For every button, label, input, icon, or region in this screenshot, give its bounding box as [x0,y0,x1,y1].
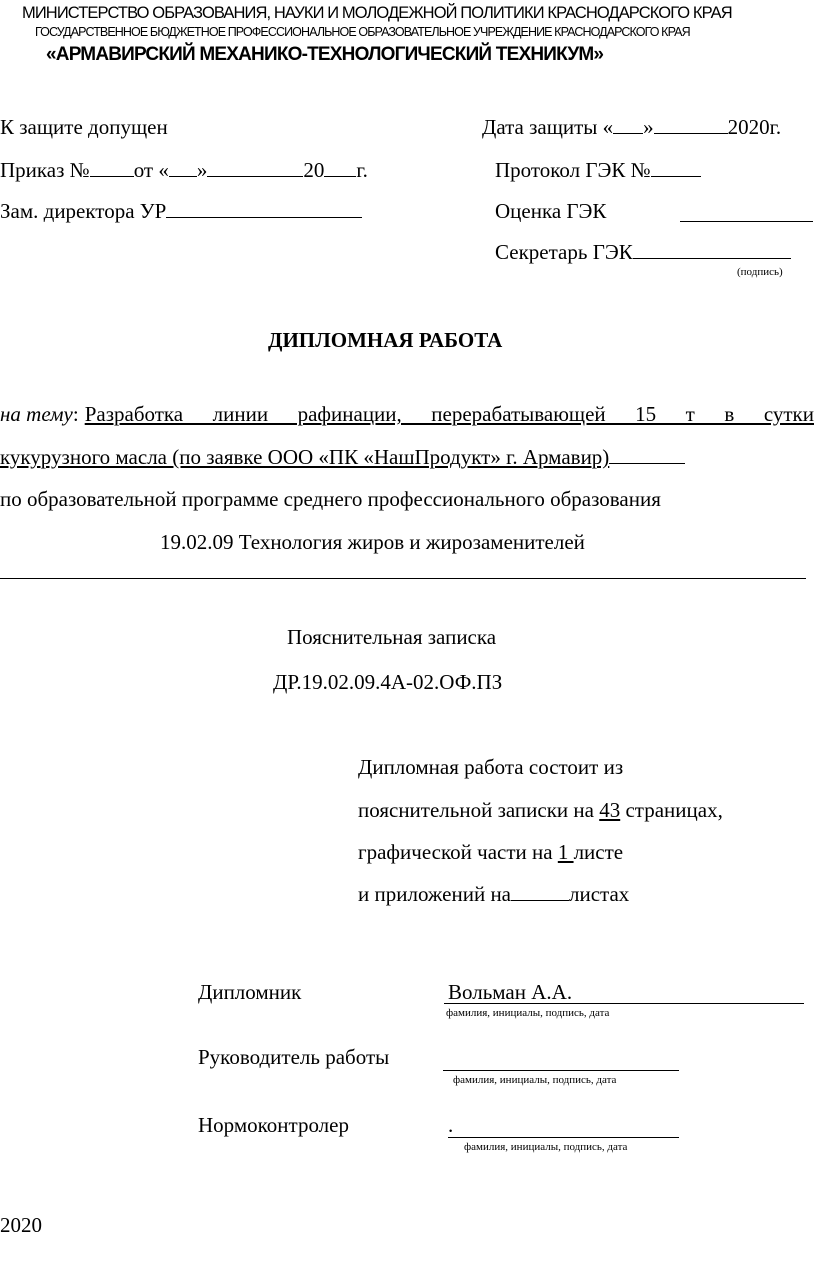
specialty-line: 19.02.09 Технология жиров и жирозаменителей [160,530,585,554]
composition-line-3-prefix: графической части на [358,840,558,864]
graduate-name: Вольман А.А. [448,980,573,1004]
normcontrol-label: Нормоконтролер [198,1113,349,1137]
defense-year: 2020г. [727,115,782,139]
graduate-label: Дипломник [198,980,302,1004]
normcontrol-mark: . [448,1113,454,1137]
defense-date-line [482,115,781,140]
ministry-header: МИНИСТЕРСТВО ОБРАЗОВАНИЯ, НАУКИ И МОЛОДЕЖНОЙ ПОЛИТИКИ КРАСНОДАРСКОГО КРАЯ [22,4,732,22]
sheets-count: 1 [557,840,574,864]
admitted-label: К защите допущен [0,115,168,139]
supervisor-label: Руководитель работы [198,1045,390,1069]
supervisor-underline [443,1070,679,1071]
grade-label: Оценка ГЭК [495,199,607,223]
pages-count: 43 [599,798,621,822]
program-line: по образовательной программе среднего профессионального образования [0,487,661,511]
signature-hint: (подпись) [737,266,783,278]
document-title: ДИПЛОМНАЯ РАБОТА [268,328,503,352]
document-year: 2020 [0,1213,42,1237]
secretary-line [495,240,791,265]
graduate-underline [444,1003,804,1004]
composition-line-2 [358,798,723,823]
defense-date-prefix: Дата защиты « [482,115,614,139]
composition-line-4 [358,882,629,907]
order-quote-close: » [196,158,208,182]
institution-type: ГОСУДАРСТВЕННОЕ БЮДЖЕТНОЕ ПРОФЕССИОНАЛЬНОЕ ОБРАЗОВАТЕЛЬНОЕ УЧРЕЖДЕНИЕ КРАСНОДАРСКОГО КРАЯ [35,25,690,39]
composition-line-3-suffix: листе [573,840,624,864]
topic-label: на тему [0,402,73,426]
topic-line-1 [0,402,814,427]
order-year-suffix: г. [356,158,368,182]
note-code: ДР.19.02.09.4А-02.ОФ.ПЗ [273,670,503,694]
secretary-label: Секретарь ГЭК [495,240,633,264]
topic-text-1: Разработка линии рафинации, перерабатывающей 15 т в сутки [84,402,814,426]
topic-underline [0,578,806,579]
order-from: от « [133,158,169,182]
composition-line-3 [358,840,623,865]
protocol-label: Протокол ГЭК № [495,158,651,182]
composition-line-2-prefix: пояснительной записки на [358,798,600,822]
order-year: 20 [303,158,325,182]
deputy-line [0,199,362,224]
protocol-line [495,158,701,183]
defense-date-close: » [643,115,654,139]
note-title: Пояснительная записка [287,625,497,649]
normcontrol-hint: фамилия, инициалы, подпись, дата [464,1141,628,1153]
order-prefix: Приказ № [0,158,90,182]
composition-line-2-suffix: страницах, [620,798,723,822]
composition-line-4-suffix: листах [569,882,630,906]
topic-colon: : [72,402,79,426]
institution-name: «АРМАВИРСКИЙ МЕХАНИКО-ТЕХНОЛОГИЧЕСКИЙ ТЕХНИКУМ» [46,44,604,65]
supervisor-hint: фамилия, инициалы, подпись, дата [453,1074,617,1086]
deputy-label: Зам. директора УР [0,199,167,223]
normcontrol-underline [448,1137,679,1138]
composition-line-4-prefix: и приложений на [358,882,511,906]
composition-line-1: Дипломная работа состоит из [358,755,624,779]
graduate-hint: фамилия, инициалы, подпись, дата [446,1007,610,1019]
grade-underline [680,221,813,222]
order-line [0,158,368,183]
topic-text-2: кукурузного масла (по заявке ООО «ПК «НашПродукт» г. Армавир) [0,445,610,469]
topic-line-2 [0,445,685,470]
